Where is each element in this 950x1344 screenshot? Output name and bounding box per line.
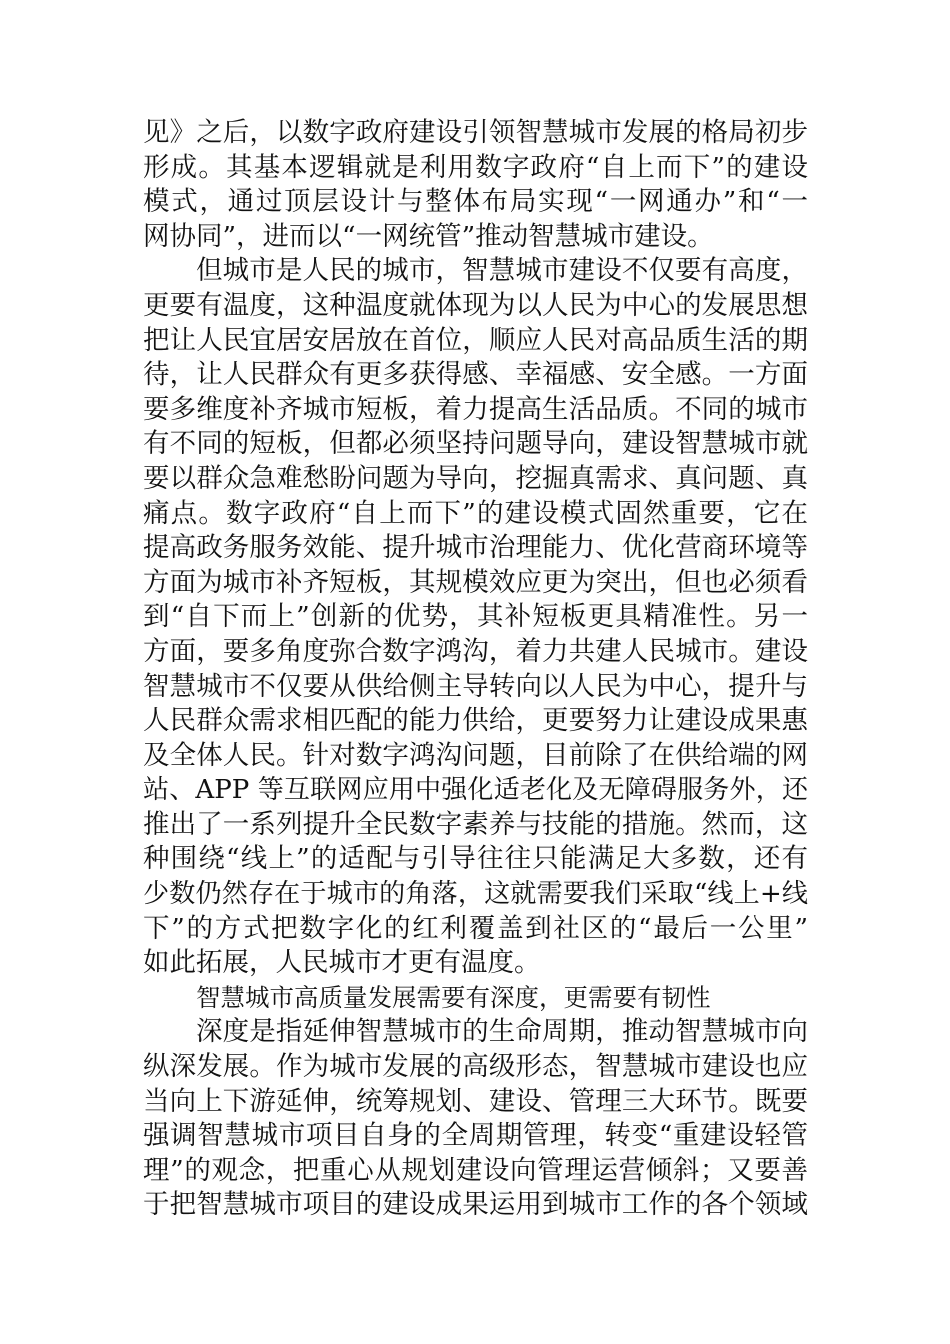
- paragraph-line: 纵深发展。作为城市发展的高级形态，智慧城市建设也应: [143, 1051, 808, 1083]
- section-heading: 智慧城市高质量发展需要有深度，更需要有韧性: [196, 982, 711, 1012]
- paragraph-line: 推出了一系列提升全民数字素养与技能的措施。然而，这: [143, 808, 808, 840]
- paragraph-line: 种围绕“线上”的适配与引导往往只能满足大多数，还有: [143, 843, 808, 875]
- paragraph-line: 要多维度补齐城市短板，着力提高生活品质。不同的城市: [143, 393, 808, 425]
- paragraph-line: 方面，要多角度弥合数字鸿沟，着力共建人民城市。建设: [143, 635, 808, 667]
- paragraph-line: 把让人民宜居安居放在首位，顺应人民对高品质生活的期: [143, 324, 808, 356]
- paragraph-line: 网协同”，进而以“一网统管”推动智慧城市建设。: [143, 220, 714, 252]
- paragraph-line: 强调智慧城市项目自身的全周期管理，转变“重建设轻管: [143, 1120, 808, 1152]
- paragraph-line: 少数仍然存在于城市的角落，这就需要我们采取“线上+线: [143, 879, 808, 910]
- paragraph-line: 人民群众需求相匹配的能力供给，更要努力让建设成果惠: [143, 705, 808, 737]
- paragraph-line: 待，让人民群众有更多获得感、幸福感、安全感。一方面: [143, 359, 808, 391]
- paragraph-line: 但城市是人民的城市，智慧城市建设不仅要有高度，: [196, 255, 808, 287]
- paragraph-line: 理”的观念，把重心从规划建设向管理运营倾斜；又要善: [143, 1154, 808, 1186]
- paragraph-line: 方面为城市补齐短板，其规模效应更为突出，但也必须看: [143, 566, 808, 598]
- paragraph-line: 站、APP 等互联网应用中强化适老化及无障碍服务外，还: [143, 775, 808, 806]
- paragraph-line: 更要有温度，这种温度就体现为以人民为中心的发展思想: [143, 289, 808, 321]
- paragraph-line: 当向上下游延伸，统筹规划、建设、管理三大环节。既要: [143, 1085, 808, 1117]
- paragraph-line: 见》之后，以数字政府建设引领智慧城市发展的格局初步: [143, 117, 808, 148]
- paragraph-line: 到“自下而上”创新的优势，其补短板更具精准性。另一: [143, 601, 808, 633]
- paragraph-line: 如此拓展，人民城市才更有温度。: [143, 947, 541, 979]
- paragraph-line: 及全体人民。针对数字鸿沟问题，目前除了在供给端的网: [143, 739, 808, 771]
- paragraph-line: 有不同的短板，但都必须坚持问题导向，建设智慧城市就: [143, 428, 808, 460]
- paragraph-line: 深度是指延伸智慧城市的生命周期，推动智慧城市向: [196, 1016, 808, 1048]
- paragraph-line: 智慧城市不仅要从供给侧主导转向以人民为中心，提升与: [143, 670, 808, 702]
- document-body: [143, 116, 808, 1223]
- paragraph-line: 形成。其基本逻辑就是利用数字政府“自上而下”的建设: [143, 151, 808, 183]
- paragraph-line: 要以群众急难愁盼问题为导向，挖掘真需求、真问题、真: [143, 462, 808, 494]
- paragraph-line: 提高政务服务效能、提升城市治理能力、优化营商环境等: [143, 532, 808, 564]
- paragraph-line: 下”的方式把数字化的红利覆盖到社区的“最后一公里”: [143, 912, 808, 944]
- paragraph-line: 于把智慧城市项目的建设成果运用到城市工作的各个领域: [143, 1189, 808, 1221]
- paragraph-line: 模式，通过顶层设计与整体布局实现“一网通办”和“一: [143, 186, 808, 218]
- paragraph-line: 痛点。数字政府“自上而下”的建设模式固然重要，它在: [143, 497, 808, 529]
